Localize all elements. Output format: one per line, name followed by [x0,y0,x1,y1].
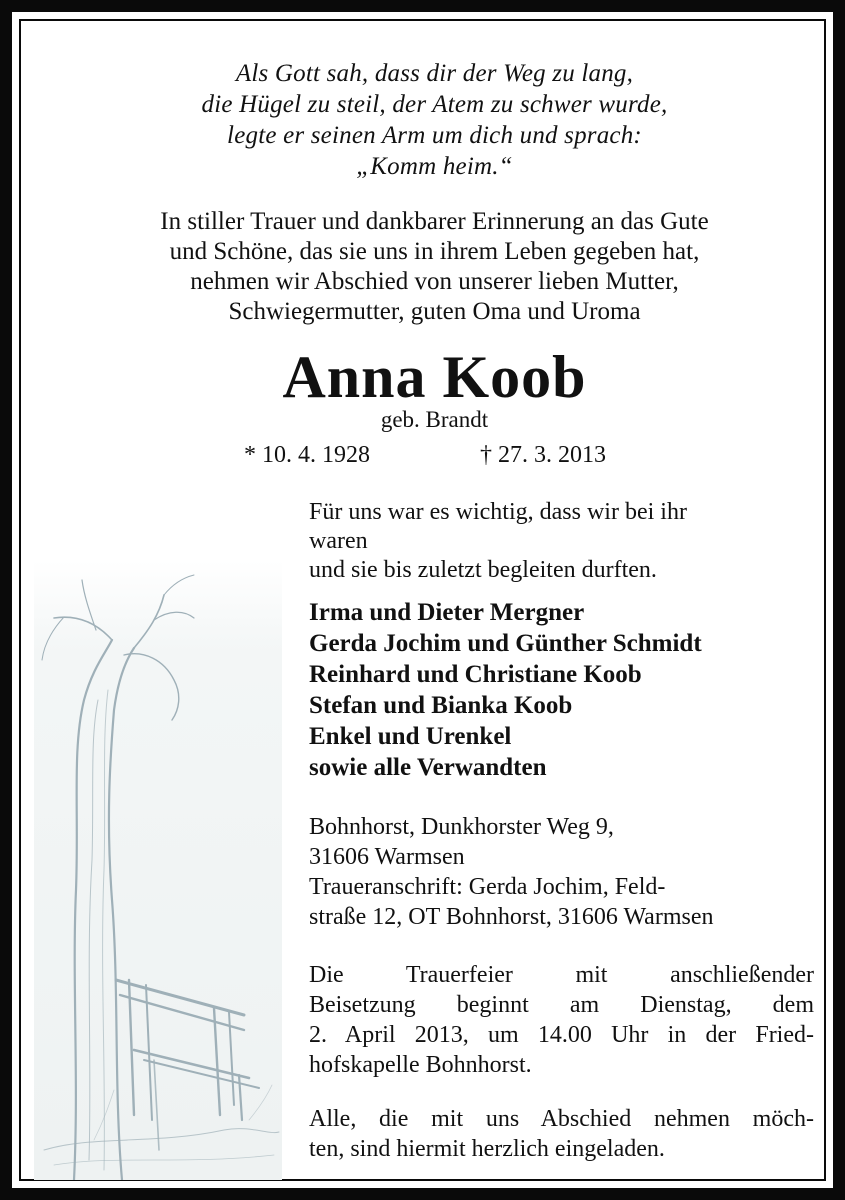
poem-line: „Komm heim.“ [356,153,513,180]
intro-line: Schwiegermutter, guten Oma und Uroma [228,298,641,325]
ceremony-line: Beisetzung beginnt am Dienstag, dem [309,992,814,1018]
birth-date: * 10. 4. 1928 [244,442,370,468]
address-line: Traueranschrift: Gerda Jochim, Feld- [309,874,666,900]
birth-name: geb. Brandt [380,407,489,432]
invitation-line: Alle, die mit uns Abschied nehmen möch- [309,1106,814,1132]
death-date: † 27. 3. 2013 [480,442,606,468]
mourner-name: Gerda Jochim und Günther Schmidt [309,630,702,657]
mourner-name: Reinhard und Christiane Koob [309,661,642,688]
address-line: 31606 Warmsen [309,844,465,870]
ceremony-line: 2. April 2013, um 14.00 Uhr in der Fried- [309,1022,814,1048]
poem-line: Als Gott sah, dass dir der Weg zu lang, [235,60,634,87]
statement-line: und sie bis zuletzt begleiten durften. [309,557,657,583]
intro-line: nehmen wir Abschied von unserer lieben Mutter, [190,268,679,295]
intro-line: In stiller Trauer und dankbarer Erinnerung an das Gute [160,208,709,235]
invitation-line: ten, sind hiermit herzlich eingeladen. [309,1136,665,1162]
statement-line: waren [309,528,368,554]
poem-line: legte er seinen Arm um dich und sprach: [227,122,642,149]
address-line: straße 12, OT Bohnhorst, 31606 Warmsen [309,904,714,930]
mourner-name: Stefan und Bianka Koob [309,692,573,719]
deceased-name: Anna Koob [282,344,587,410]
mourner-name: Irma und Dieter Mergner [309,599,585,626]
intro-text [12,207,845,327]
mourner-name: Enkel und Urenkel [309,723,512,750]
statement-line: Für uns war es wichtig, dass wir bei ihr [309,499,687,525]
ceremony-info [309,960,814,1080]
address-block [309,812,814,932]
address-line: Bohnhorst, Dunkhorster Weg 9, [309,814,614,840]
tree-and-bench-sketch-icon [34,560,282,1180]
ceremony-line: hofskapelle Bohnhorst. [309,1052,532,1078]
mourners-list [309,597,814,783]
ceremony-line: Die Trauerfeier mit anschließender [309,962,814,988]
intro-line: und Schöne, das sie uns in ihrem Leben gegeben hat, [169,238,700,265]
poem-line: die Hügel zu steil, der Atem zu schwer wurde, [201,91,668,118]
mourner-name: sowie alle Verwandten [309,754,547,781]
poem [12,58,845,182]
invitation [309,1104,814,1164]
statement [309,498,814,585]
